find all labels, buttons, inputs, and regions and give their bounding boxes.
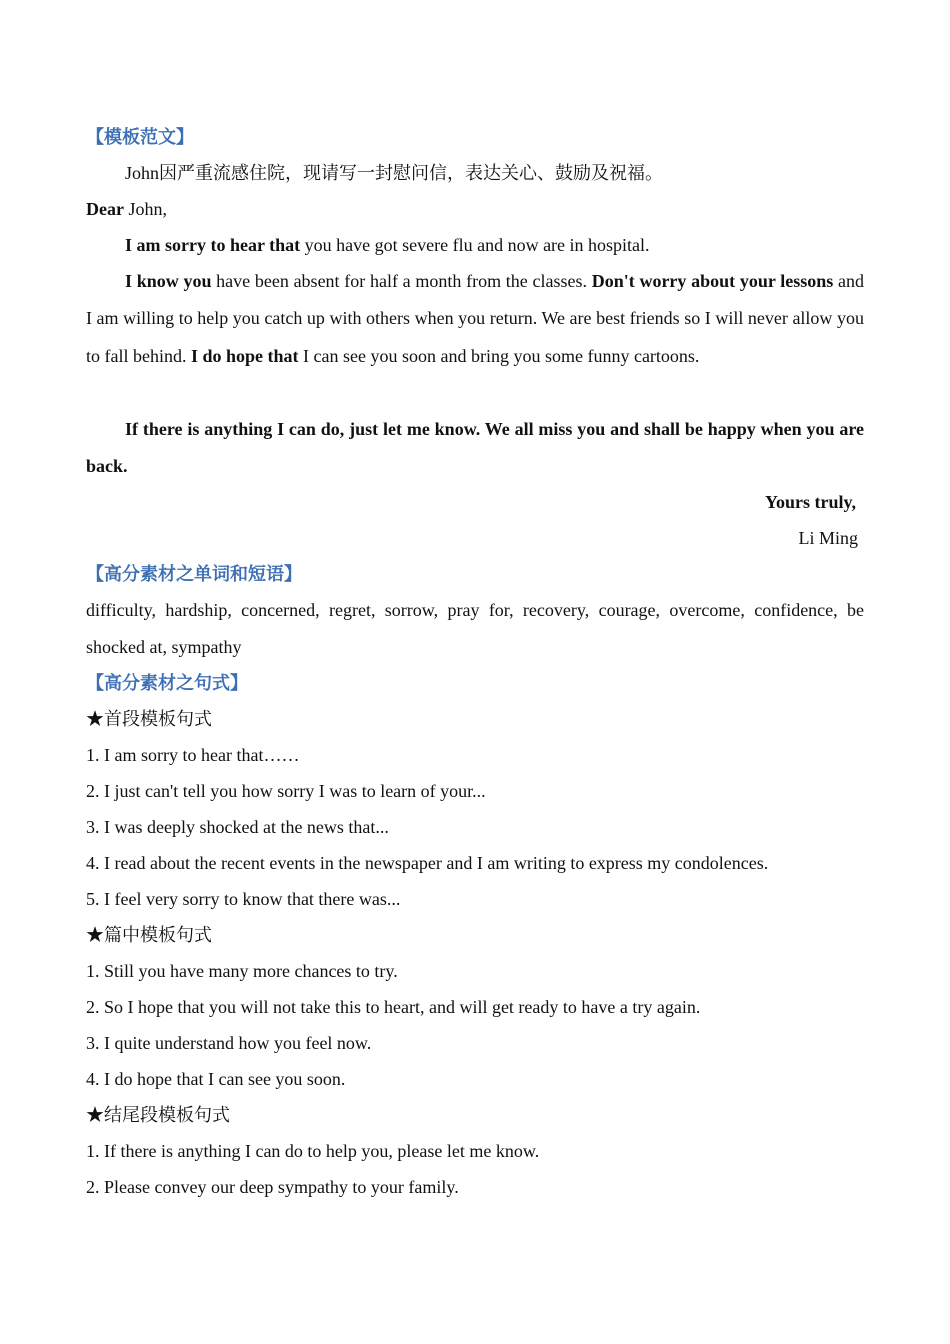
writing-prompt: John因严重流感住院，现请写一封慰问信，表达关心、鼓励及祝福。 <box>125 163 664 183</box>
ending-item: 1. If there is anything I can do to help you, please let me know. <box>86 1141 540 1161</box>
p1-rest: you have got severe flu and now are in hospital. <box>300 235 650 255</box>
letter-signature: Li Ming <box>798 528 858 548</box>
p2-bold-1: I know you <box>125 271 212 291</box>
p2-bold-3: I do hope that <box>190 345 299 366</box>
section-heading-sentences: 【高分素材之句式】 <box>86 673 248 693</box>
opening-item: 2. I just can't tell you how sorry I was to learn of your... <box>86 781 486 801</box>
letter-paragraph-2 <box>86 263 864 375</box>
middle-item: 1. Still you have many more chances to try. <box>86 961 398 981</box>
letter-closing: Yours truly, <box>764 492 856 512</box>
middle-title: ★篇中模板句式 <box>86 925 212 945</box>
opening-item: 3. I was deeply shocked at the news that... <box>86 817 389 837</box>
p2-text-1: have been absent for half a month from the classes. <box>211 271 592 291</box>
ending-item: 2. Please convey our deep sympathy to your family. <box>86 1177 459 1197</box>
p2-text-2: and I am willing to help you catch up with others when you return. We are best friends so I will never allow you to fall behind. <box>86 271 864 366</box>
opening-item: 5. I feel very sorry to know that there was... <box>86 889 401 909</box>
letter-paragraph-1 <box>86 227 864 263</box>
opening-title: ★首段模板句式 <box>86 709 212 729</box>
p1-bold: I am sorry to hear that <box>125 235 301 255</box>
middle-item: 3. I quite understand how you feel now. <box>86 1033 372 1053</box>
letter-salutation <box>86 191 864 227</box>
section-heading-template: 【模板范文】 <box>86 127 194 147</box>
sentence-patterns <box>86 701 864 1205</box>
opening-item: 1. I am sorry to hear that…… <box>86 745 300 765</box>
vocabulary-list: difficulty, hardship, concerned, regret, sorrow, pray for, recovery, courage, overcome, confidence, be shocked at, sympathy <box>86 600 864 658</box>
p2-bold-2: Don't worry about your lessons <box>591 271 834 291</box>
opening-item: 4. I read about the recent events in the newspaper and I am writing to express my condolences. <box>86 853 769 873</box>
salutation-bold: Dear <box>86 199 124 219</box>
salutation-rest: John, <box>123 199 167 219</box>
letter-paragraph-3: If there is anything I can do, just let me know. We all miss you and shall be happy when you are back. <box>86 419 864 477</box>
middle-item: 2. So I hope that you will not take this to heart, and will get ready to have a try again. <box>86 997 701 1017</box>
middle-item: 4. I do hope that I can see you soon. <box>86 1069 346 1089</box>
section-heading-words: 【高分素材之单词和短语】 <box>86 564 302 584</box>
ending-title: ★结尾段模板句式 <box>86 1105 230 1125</box>
p2-text-3: I can see you soon and bring you some funny cartoons. <box>298 345 700 366</box>
